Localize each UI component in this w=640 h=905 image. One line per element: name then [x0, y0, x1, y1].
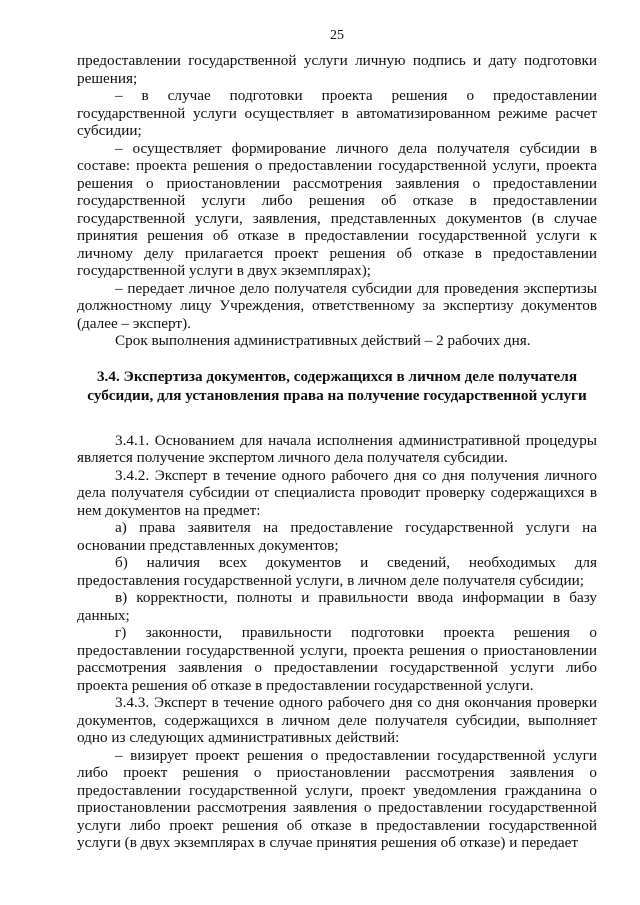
section-heading: 3.4. Экспертиза документов, содержащихся в личном деле получателя субсидии, для установления права на получение государственной услуги [87, 367, 587, 404]
paragraph: 3.4.3. Эксперт в течение одного рабочего дня со дня окончания проверки документов, содержащихся в личном деле получателя субсидии, выполняет одно из следующих административных действий: [77, 694, 597, 746]
paragraph: – передает личное дело получателя субсидии для проведения экспертизы должностному лицу Учреждения, ответственному за экспертизу документов (далее – эксперт). [77, 279, 597, 332]
paragraph: предоставлении государственной услуги личную подпись и дату подготовки решения; [77, 52, 597, 87]
paragraph: б) наличия всех документов и сведений, необходимых для предоставления государственной услуги, в личном деле получателя субсидии; [77, 554, 597, 589]
paragraph: – визирует проект решения о предоставлении государственной услуги либо проект решения о приостановлении рассмотрения заявления о предоставлении государственной услуги, проект уведомления гражданина о приостановлении рассмотрения заявления о предоставлении государственной услуги либо проект решения об отказе в предоставлении государственной услуги (в двух экземплярах в случае принятия решения об отказе) и передает [77, 746, 597, 851]
paragraph: 3.4.1. Основанием для начала исполнения административной процедуры является получение экспертом личного дела получателя субсидии. [77, 431, 597, 466]
paragraphs-after [77, 432, 597, 852]
paragraph: – в случае подготовки проекта решения о предоставлении государственной услуги осуществляет в автоматизированном режиме расчет субсидии; [77, 87, 597, 139]
paragraph: 3.4.2. Эксперт в течение одного рабочего дня со дня получения личного дела получателя субсидии от специалиста проводит проверку содержащихся в нем документов на предмет: [77, 466, 597, 519]
paragraph: в) корректности, полноты и правильности ввода информации в базу данных; [77, 589, 597, 624]
paragraph: г) законности, правильности подготовки проекта решения о предоставлении государственной услуги, проекта решения о приостановлении рассмотрения заявления о предоставлении государственной услуги либо проекта решения об отказе в предоставлении государственной услуги. [77, 624, 597, 694]
paragraph: а) права заявителя на предоставление государственной услуги на основании представленных документов; [77, 519, 597, 554]
paragraphs-before [77, 52, 597, 350]
document-page [77, 28, 597, 852]
paragraph: Срок выполнения административных действий – 2 рабочих дня. [115, 332, 531, 349]
page-number: 25 [330, 28, 344, 43]
paragraph: – осуществляет формирование личного дела получателя субсидии в составе: проекта решения о предоставлении государственной услуги, проекта решения о приостановлении рассмотрения заявления о предоставлении государственной услуги либо решения об отказе в предоставлении государственной услуги, заявления, представленных документов (в случае принятия решения об отказе в предоставлении государственной услуги к личному делу прилагается проект решения об отказе в предоставлении государственной услуги в двух экземплярах); [77, 139, 597, 279]
